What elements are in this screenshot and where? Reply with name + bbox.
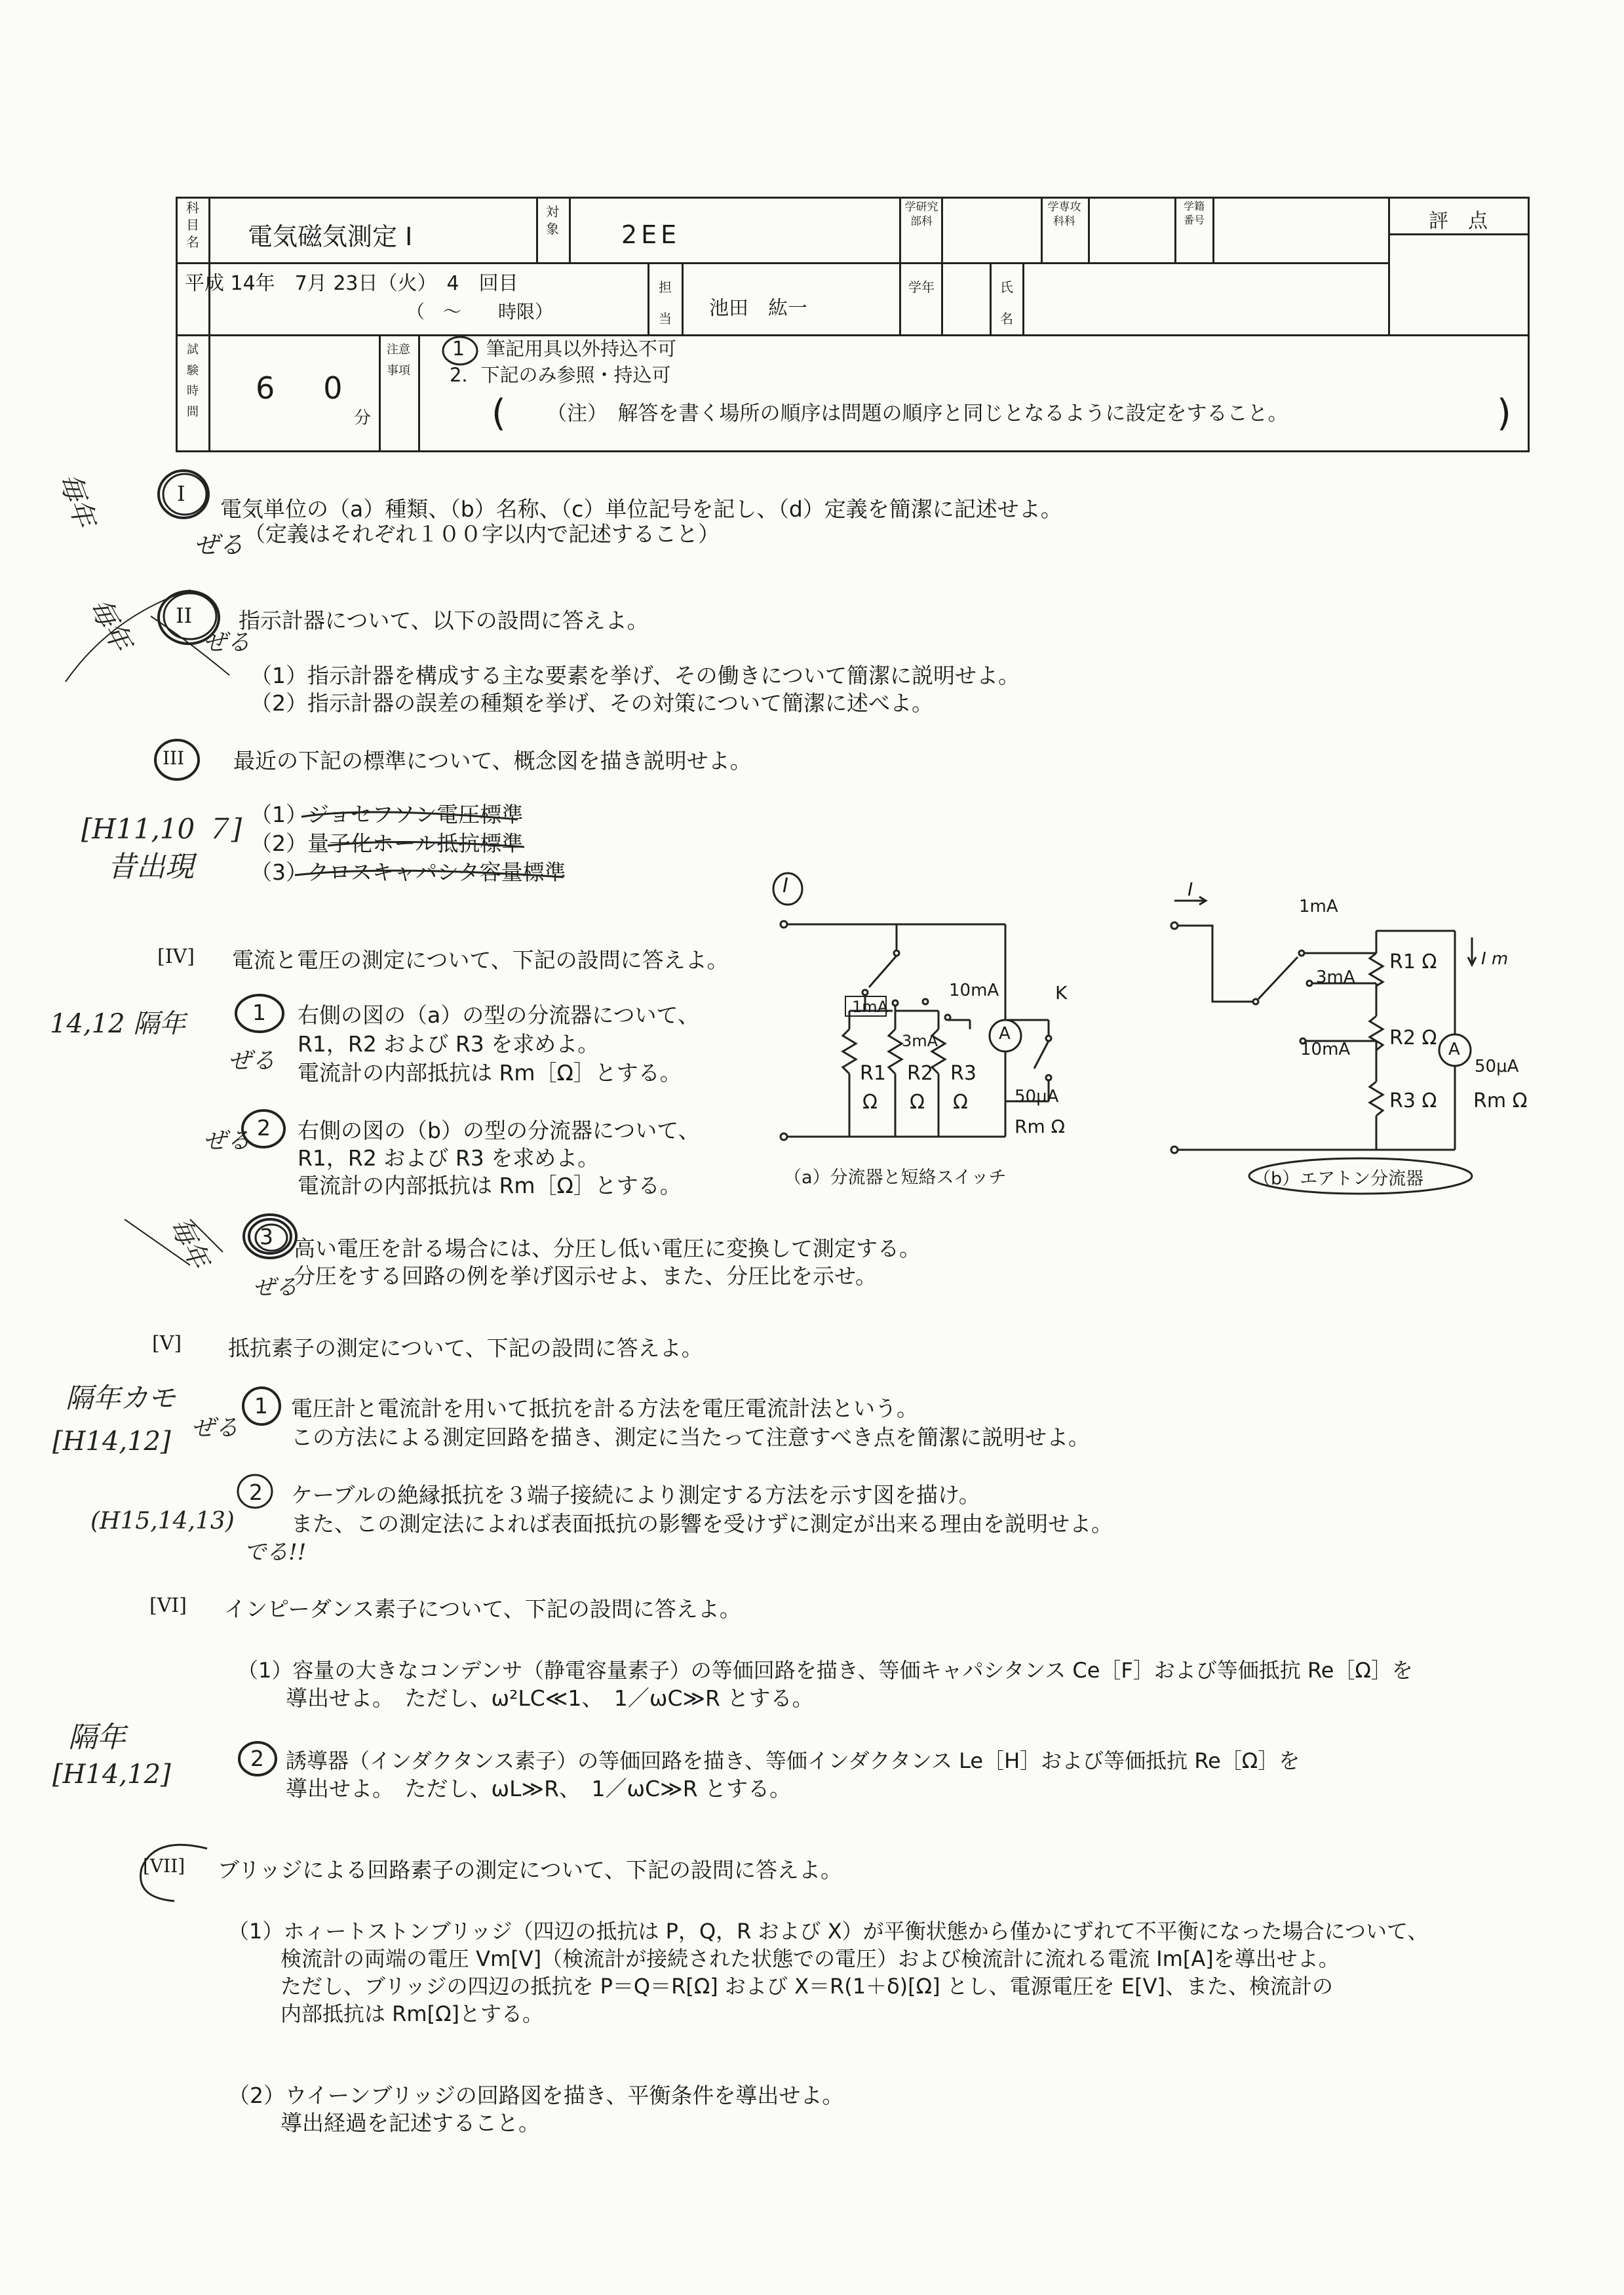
q3-strikethrough [288,800,603,885]
resistor-r1 [843,1029,856,1074]
header-col-divider [208,197,210,452]
gakka-label-2: 学専攻科科 [1047,201,1081,229]
annotation-h15-14-13: (H15,14,13) [90,1508,235,1535]
diagram-b-caption: （b）エアトン分流器 [1253,1169,1424,1189]
q5-sub2-line1: ケーブルの絶縁抵抗を３端子接続により測定する方法を示す図を描け。 [291,1482,980,1508]
q6-sub2-line2: 導出せよ。 ただし、ωL≫R、 1／ωC≫R とする。 [286,1776,792,1801]
diagram-a-meter-label: A [999,1024,1011,1044]
q4-sub3-number: 3 [260,1224,273,1249]
annotation-maitoshi-1: 毎年 [52,468,102,532]
diagram-b-r2: R2 Ω [1389,1027,1437,1049]
subject-name: 電気磁気測定 I [248,222,413,251]
tanto-label: 担当 [659,279,672,326]
diagram-b-meter-label: A [1448,1040,1460,1059]
header-col-divider [648,262,649,334]
note-1-number: 1 [452,338,465,361]
q3-sub-2: （2）量子化ホール抵抗標準 [250,831,524,856]
annotation-kakunen-2: 隔年 [68,1721,126,1754]
q7-sub2-line2: 導出経過を記述すること。 [280,2110,540,2136]
resistor-r3-b [1370,1082,1383,1116]
exam-time: 6 0 [256,370,352,406]
annotation-deru-4: ぜる [203,1128,251,1154]
diagram-a-1ma: 1mA [852,998,889,1016]
q1-note: （定義はそれぞれ１００字以内で記述すること） [244,521,720,547]
annotation-scribble-lines [59,577,256,695]
score-divider [1388,233,1530,235]
q6-number: [VI] [149,1594,187,1617]
q2-sub-2: （2）指示計器の誤差の種類を挙げ、その対策について簡潔に述べよ。 [250,690,934,716]
target-class: 2EE [621,220,681,249]
q6-sub1-line2: 導出せよ。 ただし、ω²LC≪1、 1／ωC≫R とする。 [286,1685,814,1711]
header-col-divider [1388,197,1390,334]
diagram-a-r2: R2 [907,1062,933,1085]
header-col-divider [1174,197,1176,262]
q2-text: 指示計器について、以下の設問に答えよ。 [239,608,649,633]
q4-sub2-line3: 電流計の内部抵抗は Rm［Ω］とする。 [298,1173,682,1198]
q6-sub1-line1: （1）容量の大きなコンデンサ（静電容量素子）の等価回路を描き、等価キャパシタンス Ce［F］および等価抵抗 Re［Ω］を [237,1658,1413,1683]
q5-text: 抵抗素子の測定について、下記の設問に答えよ。 [228,1335,703,1361]
diagram-a-3ma: 3mA [902,1032,938,1050]
header-col-divider [1088,197,1090,262]
annotation-deru-3: ぜる [228,1048,276,1074]
diagram-b-10ma: 10mA [1300,1040,1351,1059]
q6-sub2-number: 2 [250,1746,264,1771]
q7-sub1-line2: 検流計の両端の電圧 Vm[V]（検流計が接続された状態での電圧）および検流計に流れる電流 Im[A]を導出せよ。 [280,1946,1340,1971]
q4-sub1-number: 1 [252,1000,266,1025]
annotation-h14-12-b: [H14,12] [52,1759,171,1790]
exam-date: 平成 14年 7月 23日（火） 4 回目 [185,272,518,295]
q4-sub1-line1: 右側の図の（a）の型の分流器について、 [298,1002,699,1028]
q5-sub1-line2: この方法による測定回路を描き、測定に当たって注意すべき点を簡潔に説明せよ。 [291,1424,1091,1450]
q7-sub1-line4: 内部抵抗は Rm[Ω]とする。 [280,2001,544,2026]
header-col-divider [418,334,420,452]
annotation-check-lines [118,1206,262,1278]
q4-text: 電流と電圧の測定について、下記の設問に答えよ。 [232,947,729,973]
annotation-deru-6: ぜる [191,1415,239,1442]
q5-sub2-line2: また、この測定法によれば表面抵抗の影響を受けずに測定が出来る理由を説明せよ。 [291,1511,1113,1537]
header-col-divider [682,262,684,334]
q3-number: III [163,747,185,769]
header-col-divider [536,197,538,262]
annotation-h11: [H11,10 ７] [81,813,242,845]
annotation-mukashi: 昔出現 [107,850,194,884]
q6-text: インピーダンス素子について、下記の設問に答えよ。 [224,1596,741,1622]
q2-number: II [176,603,193,628]
q4-sub2-number: 2 [257,1115,271,1141]
q7-number: [VII] [143,1855,185,1877]
diagram-b-r3: R3 Ω [1389,1089,1437,1112]
q5-sub1-number: 1 [254,1393,268,1419]
diagram-a-50ua: 50μA [1015,1087,1059,1107]
q7-sub1-line3: ただし、ブリッジの四辺の抵抗を P＝Q＝R[Ω] および X＝R(1＋δ)[Ω] とし、電源電圧を E[V]、また、検流計の [280,1974,1334,1999]
header-col-divider [1041,197,1043,262]
diagram-b-im: I m [1481,949,1509,969]
diagram-b-rm: Rm Ω [1473,1089,1528,1112]
q3-sub-1: （1）ジョセフソン電圧標準 [250,802,524,827]
q7-sub1-line1: （1）ホィートストンブリッジ（四辺の抵抗は P，Q，R および X）が平衡状態から僅かにずれて不平衡になった場合について、 [228,1919,1429,1944]
exam-period: （ ～ 時限） [406,301,554,323]
notes-label: 注意事項 [387,343,410,378]
q4-sub2-line2: R1，R2 および R3 を求めよ。 [298,1145,600,1171]
header-col-divider [899,197,901,334]
diagram-a-ohm-3: Ω [953,1091,968,1114]
q5-sub2-number: 2 [249,1480,263,1505]
q4-sub3-line2: 分圧をする回路の例を挙げ図示せよ、また、分圧比を示せ。 [294,1263,878,1289]
diagram-a-switch-k: K [1055,982,1068,1004]
diagram-b-current-label: I [1188,878,1193,900]
note-3: （注） 解答を書く場所の順序は問題の順序と同じとなるように設定をすること。 [547,402,1288,425]
q4-sub1-line3: 電流計の内部抵抗は Rm［Ω］とする。 [298,1060,682,1086]
diagram-a-r3: R3 [950,1062,976,1085]
gakka-label-1: 学研究部科 [904,201,938,229]
annotation-h14-12-a: [H14,12] [52,1426,171,1457]
annotation-kakunen-kamo: 隔年カモ [66,1382,176,1414]
diagram-b-50ua: 50μA [1475,1057,1519,1076]
q3-sub-3: （3）クロスキャパシタ容量標準 [250,859,566,885]
q5-sub1-line1: 電圧計と電流計を用いて抵抗を計る方法を電圧電流計法という。 [291,1396,918,1421]
note-1: 筆記用具以外持込不可 [486,338,677,360]
note-1-circle [440,334,480,367]
header-col-divider [990,262,992,334]
q7-text: ブリッジによる回路素子の測定について、下記の設問に答えよ。 [218,1857,843,1883]
taisho-label: 対象 [546,204,559,237]
annotation-deru-5: ぜる [253,1274,298,1301]
q7-sub2-line1: （2）ウイーンブリッジの回路図を描き、平衡条件を導出せよ。 [228,2083,844,2108]
header-col-divider [569,197,571,262]
diagram-a-caption: （a）分流器と短絡スイッチ [784,1167,1007,1188]
shimei-label: 氏名 [1000,279,1013,326]
note-paren-right: ) [1497,392,1511,435]
nen-label: 学年 [908,279,935,295]
q4-number: [IV] [157,945,195,968]
q1-text: 電気単位の（a）種類、（b）名称、（c）単位記号を記し、（d）定義を簡潔に記述せよ。 [220,496,1062,522]
q2-sub-1: （1）指示計器を構成する主な要素を挙げ、その働きについて簡潔に説明せよ。 [250,663,1020,688]
gakuseki-label: 学籍番号 [1183,200,1205,226]
diagram-a-ohm-2: Ω [910,1091,925,1114]
header-col-divider [1212,197,1214,262]
annotation-deru-2: ぜる [203,629,251,656]
q1-number: I [177,481,185,506]
diagram-b-3ma: 3mA [1316,968,1355,987]
resistor-r2 [889,1029,902,1074]
header-col-divider [1022,262,1024,334]
diagram-a-ohm-1: Ω [862,1091,878,1114]
q5-number: [V] [152,1332,182,1355]
annotation-deru-1: ぜる [194,530,244,559]
annotation-maitoshi-2: 毎年 [83,593,139,657]
q4-sub2-line1: 右側の図の（b）の型の分流器について、 [298,1118,700,1143]
kamoku-label: 科目名 [186,200,199,250]
annotation-maitoshi-3: 毎年 [163,1213,215,1274]
diagram-a-rm: Rm Ω [1015,1116,1066,1137]
header-row-divider [176,262,1388,264]
minute-label: 分 [354,408,372,428]
annotation-14-12-kakunen: 14,12 隔年 [50,1009,186,1039]
ayrton-shunt-diagram-b [1167,885,1534,1173]
diagram-a-r1: R1 [860,1062,886,1085]
q3-text: 最近の下記の標準について、概念図を描き説明せよ。 [233,748,752,774]
diagram-a-current-label: I [783,874,788,897]
q4-sub3-line1: 高い電圧を計る場合には、分圧し低い電圧に変換して測定する。 [294,1236,921,1261]
q6-sub2-line1: 誘導器（インダクタンス素子）の等価回路を描き、等価インダクタンス Le［H］および等価抵抗 Re［Ω］を [286,1748,1300,1773]
annotation-deru-7: でる!! [244,1539,307,1565]
teacher-name: 池田 紘一 [709,297,807,320]
diagram-b-1ma: 1mA [1299,897,1338,916]
exam-time-label: 試験時間 [187,343,199,419]
note-2: 2．下記のみ参照・持込可 [450,364,671,386]
q4-sub1-line2: R1，R2 および R3 を求めよ。 [298,1031,600,1057]
note-paren-left: ( [492,392,506,435]
diagram-b-r1: R1 Ω [1389,951,1437,973]
header-col-divider [379,334,381,452]
header-col-divider [941,197,943,334]
score-label: 評 点 [1429,210,1488,233]
diagram-a-10ma: 10mA [949,981,999,1000]
resistor-r1-b [1370,953,1383,986]
